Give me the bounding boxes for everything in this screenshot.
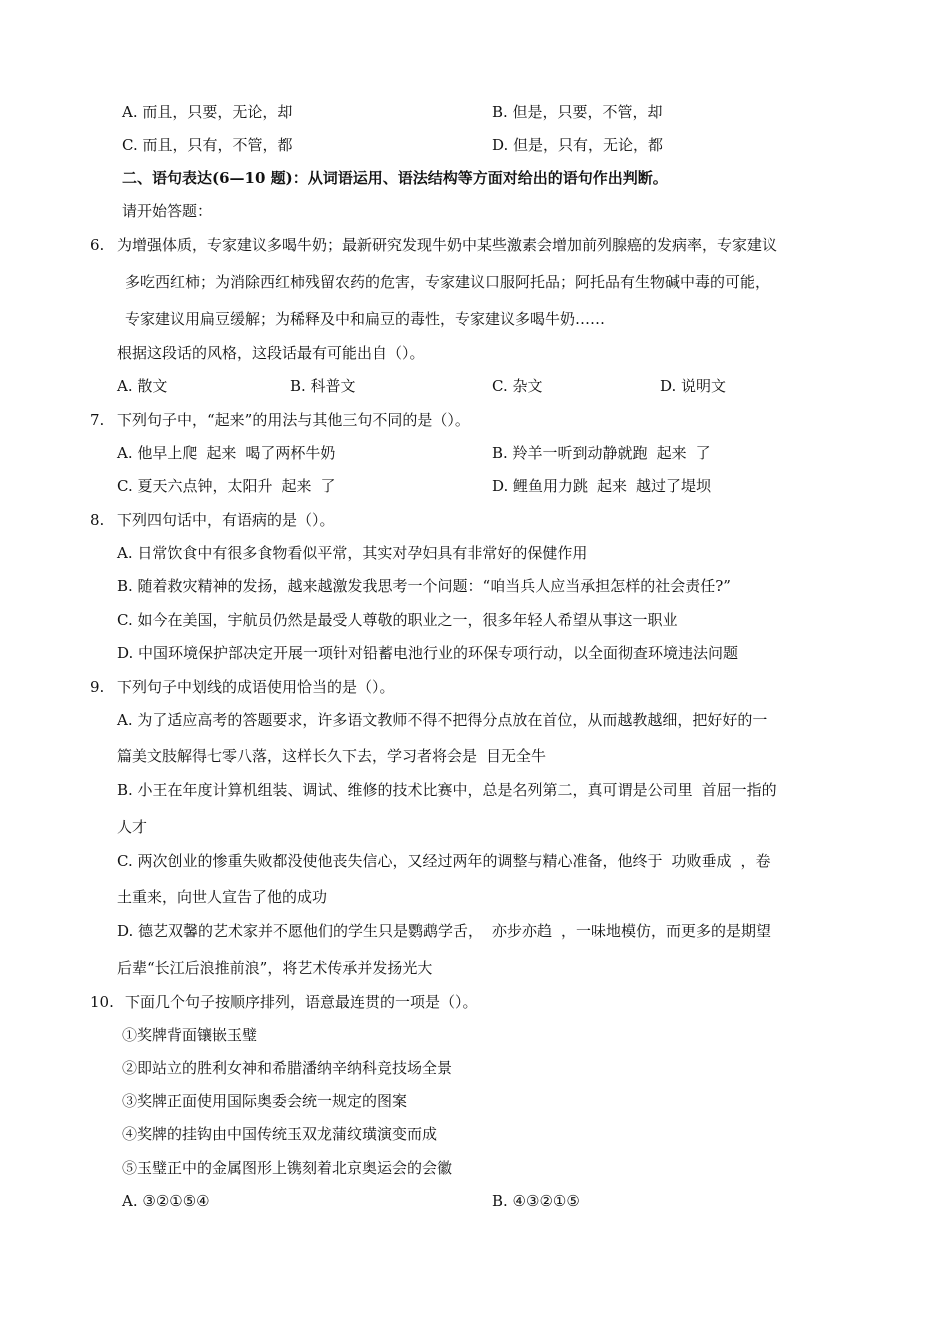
q9-option-a-line-2: 篇美文肢解得七零八落，这样长久下去，学习者将会是 目无全牛 — [117, 747, 547, 765]
q5-option-d: D. 但是，只有，无论，都 — [492, 136, 664, 154]
q7-number: 7. — [90, 411, 105, 429]
q7-option-c: C. 夏天六点钟，太阳升 起来 了 — [117, 477, 336, 495]
q6-question: 根据这段话的风格，这段话最有可能出自（）。 — [117, 344, 425, 362]
q6-number: 6. — [90, 236, 105, 254]
q9-option-b-line-2: 人才 — [117, 818, 148, 836]
section-2-start: 请开始答题： — [122, 202, 213, 220]
q6-option-d: D. 说明文 — [660, 377, 727, 395]
q8-option-a: A. 日常饮食中有很多食物看似平常，其实对孕妇具有非常好的保健作用 — [117, 544, 588, 562]
underlined-idiom: 亦步亦趋 — [492, 922, 553, 940]
q5-option-c: C. 而且，只有，不管，都 — [122, 136, 293, 154]
underlined-idiom: 目无全牛 — [486, 747, 547, 765]
q8-option-c: C. 如今在美国，宇航员仍然是最受人尊敬的职业之一，很多年轻人希望从事这一职业 — [117, 611, 678, 629]
q6-option-a: A. 散文 — [117, 377, 168, 395]
q9-option-a-line-1: A. 为了适应高考的答题要求，许多语文教师不得不把得分点放在首位，从而越教越细，把好好的一 — [117, 711, 768, 729]
underlined-term: 起来 — [597, 477, 628, 495]
q10-sentence-1: ①奖牌背面镶嵌玉璧 — [122, 1026, 258, 1044]
q7-option-b: B. 羚羊一听到动静就跑 起来 了 — [492, 444, 711, 462]
q10-option-a: A. ③②①⑤④ — [122, 1192, 210, 1210]
q6-option-b: B. 科普文 — [290, 377, 356, 395]
q7-option-a: A. 他早上爬 起来 喝了两杯牛奶 — [117, 444, 336, 462]
q9-option-c-line-2: 土重来，向世人宣告了他的成功 — [117, 888, 328, 906]
q6-option-c: C. 杂文 — [492, 377, 543, 395]
underlined-term: 起来 — [656, 444, 687, 462]
q8-number: 8. — [90, 511, 105, 529]
q10-sentence-2: ②即站立的胜利女神和希腊潘纳辛纳科竞技场全景 — [122, 1059, 453, 1077]
q10-question: 下面几个句子按顺序排列，语意最连贯的一项是（）。 — [125, 993, 478, 1011]
q9-number: 9. — [90, 678, 105, 696]
section-2-header: 二、语句表达(6—10 题)：从词语运用、语法结构等方面对给出的语句作出判断。 — [122, 169, 668, 187]
q9-option-b-line-1: B. 小王在年度计算机组装、调试、维修的技术比赛中，总是名列第二，真可谓是公司里 首屈一指的 — [117, 781, 777, 799]
q9-option-c-line-1: C. 两次创业的惨重失败都没使他丧失信心，又经过两年的调整与精心准备，他终于 功败垂成 ，卷 — [117, 852, 771, 870]
q8-question: 下列四句话中，有语病的是（）。 — [117, 511, 335, 529]
q6-stem-line-1: 为增强体质，专家建议多喝牛奶；最新研究发现牛奶中某些激素会增加前列腺癌的发病率，专家建议 — [117, 236, 778, 254]
q10-option-b: B. ④③②①⑤ — [492, 1192, 580, 1210]
q6-stem-line-3: 专家建议用扁豆缓解；为稀释及中和扁豆的毒性，专家建议多喝牛奶…… — [125, 310, 606, 328]
q8-option-b: B. 随着救灾精神的发扬，越来越激发我思考一个问题：“咱当兵人应当承担怎样的社会责任?” — [117, 577, 731, 595]
q8-option-d: D. 中国环境保护部决定开展一项针对铅蓄电池行业的环保专项行动，以全面彻查环境违法问题 — [117, 644, 739, 662]
q6-stem-line-2: 多吃西红柿；为消除西红柿残留农药的危害，专家建议口服阿托品；阿托品有生物碱中毒的可能， — [125, 273, 771, 291]
q9-question: 下列句子中划线的成语使用恰当的是（）。 — [117, 678, 395, 696]
q10-sentence-3: ③奖牌正面使用国际奥委会统一规定的图案 — [122, 1092, 408, 1110]
q7-option-d: D. 鲤鱼用力跳 起来 越过了堤坝 — [492, 477, 712, 495]
underlined-idiom: 功败垂成 — [671, 852, 732, 870]
underlined-term: 起来 — [281, 477, 312, 495]
q9-option-d-line-2: 后辈“长江后浪推前浪”，将艺术传承并发扬光大 — [117, 959, 433, 977]
q5-option-a: A. 而且，只要，无论，却 — [122, 103, 293, 121]
q5-option-b: B. 但是，只要，不管，却 — [492, 103, 663, 121]
underlined-term: 起来 — [206, 444, 237, 462]
q10-sentence-5: ⑤玉璧正中的金属图形上镌刻着北京奥运会的会徽 — [122, 1159, 453, 1177]
q10-sentence-4: ④奖牌的挂钩由中国传统玉双龙蒲纹璜演变而成 — [122, 1125, 438, 1143]
q10-number: 10. — [90, 993, 114, 1011]
underlined-idiom: 首屈一指的 — [701, 781, 777, 799]
q7-question: 下列句子中，“起来”的用法与其他三句不同的是（）。 — [117, 411, 470, 429]
q9-option-d-line-1: D. 德艺双馨的艺术家并不愿他们的学生只是鹦鹉学舌， 亦步亦趋 ，一味地模仿，而更多的是期望 — [117, 922, 772, 940]
